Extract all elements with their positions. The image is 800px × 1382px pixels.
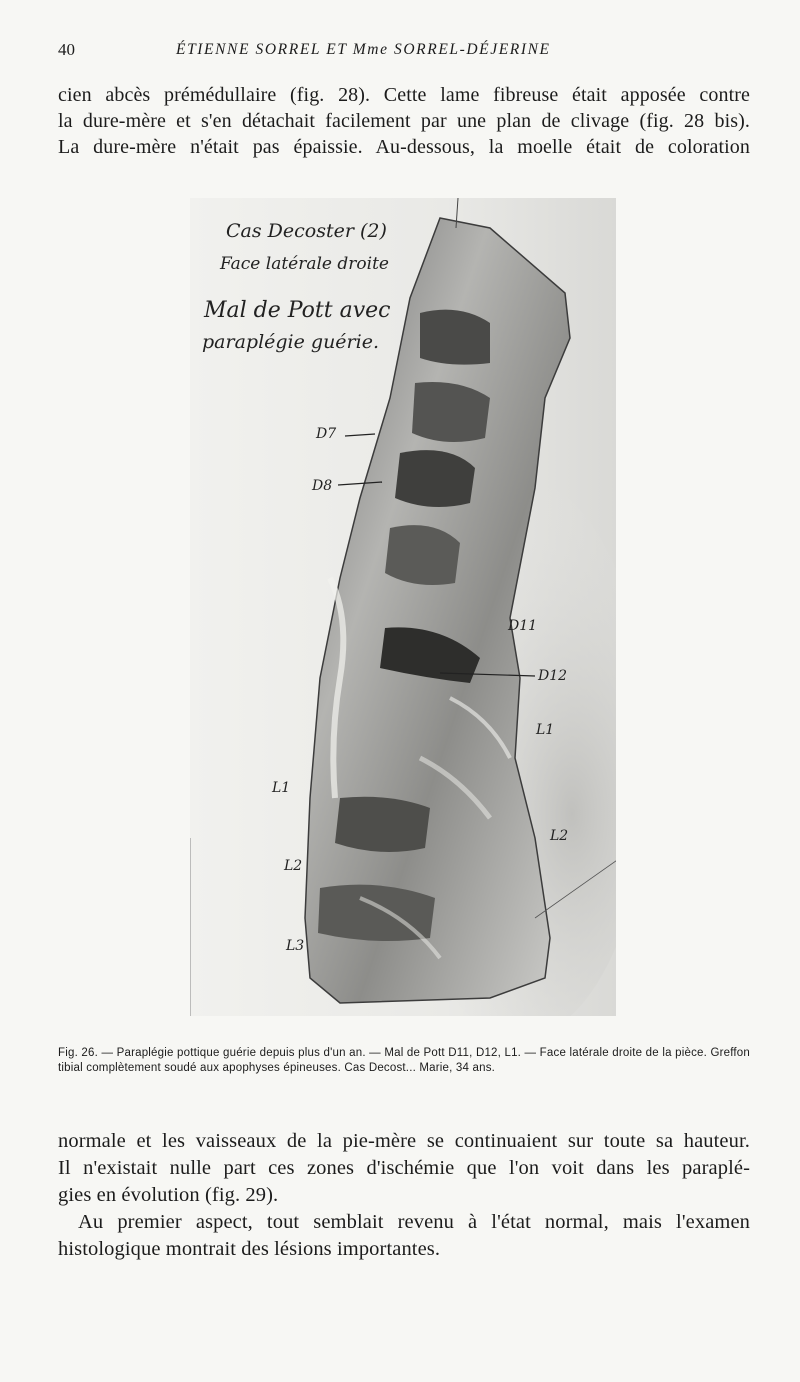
text-line: la dure-mère et s'en détachait facilement par une plan de clivage (fig. 28 bis).: [58, 110, 750, 132]
text-line: cien abcès prémédullaire (fig. 28). Cette lame fibreuse était apposée contre: [58, 84, 750, 106]
text-line: gies en évolution (fig. 29).: [58, 1184, 279, 1206]
handwritten-diagnosis: Mal de Pott avec: [204, 298, 391, 323]
vertebra-label-l2-right: L2: [550, 828, 569, 844]
handwritten-case-title: Cas Decoster (2): [226, 220, 387, 242]
vertebra-label-l1-right: L1: [536, 722, 555, 738]
bottom-paragraph: [58, 1128, 750, 1263]
text-line: normale et les vaisseaux de la pie-mère se continuaient sur toute sa hauteur.: [58, 1130, 750, 1152]
text-line: histologique montrait des lésions importantes.: [58, 1238, 441, 1260]
handwritten-diagnosis-continued: paraplégie guérie.: [202, 331, 379, 353]
text-line: La dure-mère n'était pas épaissie. Au-dessous, la moelle était de coloration: [58, 136, 750, 158]
figure-caption: Fig. 26. — Paraplégie pottique guérie depuis plus d'un an. — Mal de Pott D11, D12, L1. — Face latérale droite de la pièce. Greffon tibial complètement soudé aux apophyses épineuses. Cas Decost... Marie, 34 ans.: [58, 1047, 750, 1074]
specimen-photograph: [190, 198, 616, 1016]
page-number: 40: [58, 40, 75, 59]
page-header: [58, 40, 748, 64]
vertebra-label-d11: D11: [508, 618, 538, 634]
vertebra-label-d12: D12: [538, 668, 568, 684]
vertebra-label-l3: L3: [286, 938, 305, 954]
running-head: ÉTIENNE SORREL ET Mme SORREL-DÉJERINE: [176, 41, 551, 58]
text-line: Au premier aspect, tout semblait revenu à l'état normal, mais l'examen: [78, 1211, 750, 1233]
text-line: Il n'existait nulle part ces zones d'ischémie que l'on voit dans les paraplé-: [58, 1157, 750, 1179]
handwritten-view-label: Face latérale droite: [220, 254, 389, 274]
top-paragraph: [58, 82, 750, 160]
vertebra-label-l1-left: L1: [272, 780, 291, 796]
vertebra-label-d7: D7: [316, 426, 337, 442]
vertebra-label-l2-left: L2: [284, 858, 303, 874]
vertebra-label-d8: D8: [312, 478, 333, 494]
